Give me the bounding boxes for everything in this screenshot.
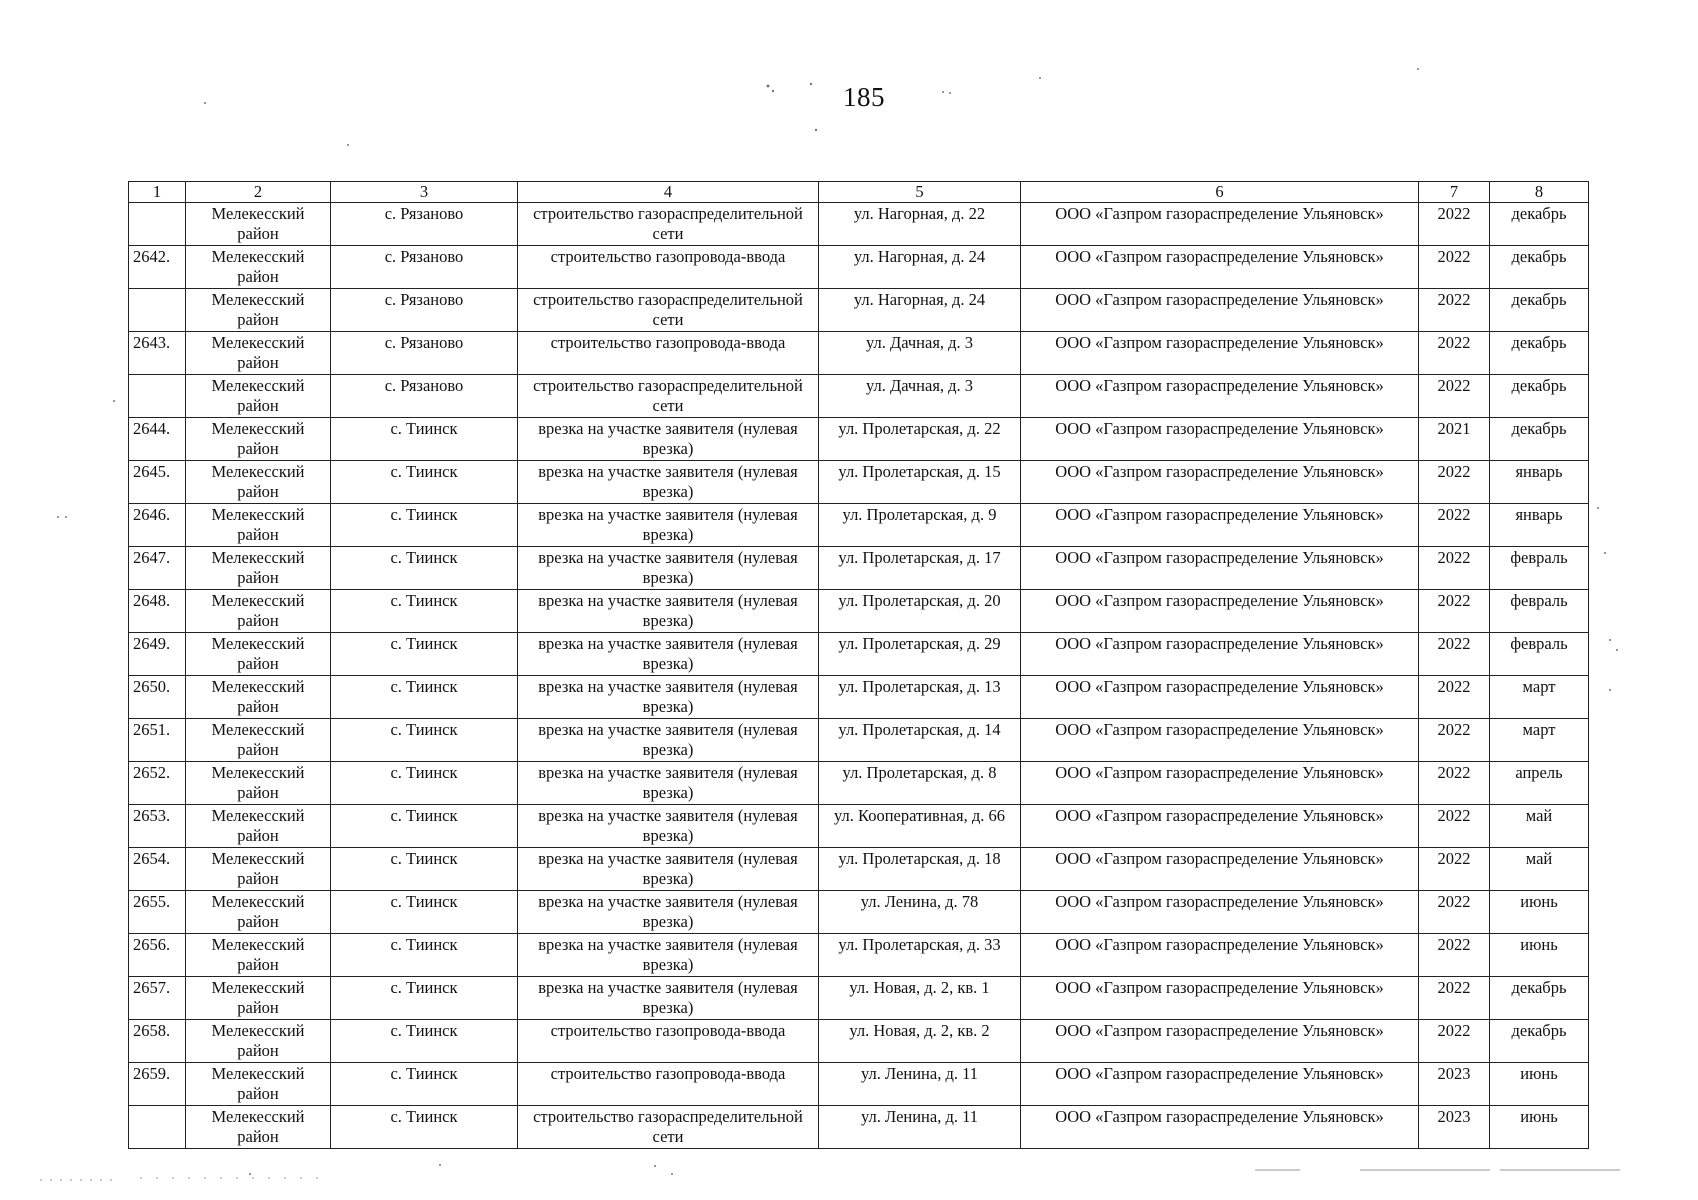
work-type-cell: строительство газораспределительной сети <box>518 203 819 246</box>
table-row <box>129 332 1589 375</box>
row-number: 2644. <box>129 418 186 461</box>
work-type-cell: врезка на участке заявителя (нулевая врезка) <box>518 891 819 934</box>
district-cell: Мелекесский район <box>186 762 331 805</box>
district-cell: Мелекесский район <box>186 590 331 633</box>
organization-cell: ООО «Газпром газораспределение Ульяновск» <box>1021 762 1419 805</box>
table-row <box>129 934 1589 977</box>
district-cell: Мелекесский район <box>186 289 331 332</box>
settlement-cell: с. Рязаново <box>331 289 518 332</box>
district-cell: Мелекесский район <box>186 1020 331 1063</box>
settlement-cell: с. Рязаново <box>331 246 518 289</box>
table-row <box>129 418 1589 461</box>
address-cell: ул. Пролетарская, д. 33 <box>819 934 1021 977</box>
table-row <box>129 805 1589 848</box>
district-cell: Мелекесский район <box>186 246 331 289</box>
address-cell: ул. Пролетарская, д. 13 <box>819 676 1021 719</box>
year-cell: 2022 <box>1419 203 1490 246</box>
settlement-cell: с. Тиинск <box>331 1106 518 1149</box>
column-header-2: 2 <box>186 182 331 203</box>
table-row <box>129 1020 1589 1063</box>
table-body <box>129 203 1589 1149</box>
month-cell: декабрь <box>1490 203 1589 246</box>
settlement-cell: с. Рязаново <box>331 203 518 246</box>
organization-cell: ООО «Газпром газораспределение Ульяновск» <box>1021 1020 1419 1063</box>
table-row <box>129 375 1589 418</box>
row-number: 2651. <box>129 719 186 762</box>
address-cell: ул. Пролетарская, д. 22 <box>819 418 1021 461</box>
address-cell: ул. Ленина, д. 11 <box>819 1106 1021 1149</box>
address-cell: ул. Пролетарская, д. 18 <box>819 848 1021 891</box>
row-number: 2652. <box>129 762 186 805</box>
row-number <box>129 289 186 332</box>
month-cell: март <box>1490 719 1589 762</box>
row-number <box>129 203 186 246</box>
settlement-cell: с. Тиинск <box>331 633 518 676</box>
year-cell: 2022 <box>1419 375 1490 418</box>
settlement-cell: с. Тиинск <box>331 504 518 547</box>
table-row <box>129 1063 1589 1106</box>
organization-cell: ООО «Газпром газораспределение Ульяновск» <box>1021 805 1419 848</box>
settlement-cell: с. Тиинск <box>331 461 518 504</box>
month-cell: февраль <box>1490 547 1589 590</box>
organization-cell: ООО «Газпром газораспределение Ульяновск» <box>1021 203 1419 246</box>
work-type-cell: строительство газопровода-ввода <box>518 1020 819 1063</box>
row-number <box>129 1106 186 1149</box>
organization-cell: ООО «Газпром газораспределение Ульяновск» <box>1021 504 1419 547</box>
month-cell: декабрь <box>1490 1020 1589 1063</box>
work-type-cell: врезка на участке заявителя (нулевая врезка) <box>518 461 819 504</box>
row-number: 2647. <box>129 547 186 590</box>
year-cell: 2022 <box>1419 805 1490 848</box>
column-header-8: 8 <box>1490 182 1589 203</box>
month-cell: апрель <box>1490 762 1589 805</box>
work-type-cell: строительство газопровода-ввода <box>518 1063 819 1106</box>
organization-cell: ООО «Газпром газораспределение Ульяновск» <box>1021 375 1419 418</box>
column-header-1: 1 <box>129 182 186 203</box>
settlement-cell: с. Тиинск <box>331 676 518 719</box>
column-header-3: 3 <box>331 182 518 203</box>
organization-cell: ООО «Газпром газораспределение Ульяновск» <box>1021 547 1419 590</box>
address-cell: ул. Новая, д. 2, кв. 2 <box>819 1020 1021 1063</box>
row-number: 2655. <box>129 891 186 934</box>
row-number: 2649. <box>129 633 186 676</box>
address-cell: ул. Пролетарская, д. 29 <box>819 633 1021 676</box>
settlement-cell: с. Тиинск <box>331 977 518 1020</box>
settlement-cell: с. Тиинск <box>331 1020 518 1063</box>
month-cell: декабрь <box>1490 977 1589 1020</box>
table-row <box>129 547 1589 590</box>
organization-cell: ООО «Газпром газораспределение Ульяновск» <box>1021 977 1419 1020</box>
table-row <box>129 848 1589 891</box>
address-cell: ул. Пролетарская, д. 9 <box>819 504 1021 547</box>
work-type-cell: строительство газопровода-ввода <box>518 246 819 289</box>
work-type-cell: врезка на участке заявителя (нулевая врезка) <box>518 805 819 848</box>
address-cell: ул. Нагорная, д. 24 <box>819 289 1021 332</box>
row-number: 2658. <box>129 1020 186 1063</box>
work-type-cell: врезка на участке заявителя (нулевая врезка) <box>518 418 819 461</box>
work-type-cell: врезка на участке заявителя (нулевая врезка) <box>518 848 819 891</box>
year-cell: 2022 <box>1419 633 1490 676</box>
row-number: 2659. <box>129 1063 186 1106</box>
district-cell: Мелекесский район <box>186 504 331 547</box>
address-cell: ул. Пролетарская, д. 20 <box>819 590 1021 633</box>
organization-cell: ООО «Газпром газораспределение Ульяновск» <box>1021 633 1419 676</box>
row-number: 2645. <box>129 461 186 504</box>
row-number: 2650. <box>129 676 186 719</box>
year-cell: 2021 <box>1419 418 1490 461</box>
year-cell: 2022 <box>1419 977 1490 1020</box>
work-type-cell: врезка на участке заявителя (нулевая врезка) <box>518 762 819 805</box>
row-number: 2657. <box>129 977 186 1020</box>
month-cell: февраль <box>1490 590 1589 633</box>
row-number: 2648. <box>129 590 186 633</box>
row-number: 2654. <box>129 848 186 891</box>
table-row <box>129 203 1589 246</box>
month-cell: май <box>1490 805 1589 848</box>
table-row <box>129 977 1589 1020</box>
work-type-cell: врезка на участке заявителя (нулевая врезка) <box>518 547 819 590</box>
table-row <box>129 246 1589 289</box>
district-cell: Мелекесский район <box>186 977 331 1020</box>
work-type-cell: врезка на участке заявителя (нулевая врезка) <box>518 590 819 633</box>
organization-cell: ООО «Газпром газораспределение Ульяновск» <box>1021 332 1419 375</box>
district-cell: Мелекесский район <box>186 848 331 891</box>
month-cell: январь <box>1490 461 1589 504</box>
month-cell: март <box>1490 676 1589 719</box>
organization-cell: ООО «Газпром газораспределение Ульяновск» <box>1021 891 1419 934</box>
year-cell: 2022 <box>1419 461 1490 504</box>
row-number: 2646. <box>129 504 186 547</box>
table-row <box>129 289 1589 332</box>
month-cell: июнь <box>1490 1063 1589 1106</box>
address-cell: ул. Ленина, д. 78 <box>819 891 1021 934</box>
month-cell: декабрь <box>1490 418 1589 461</box>
settlement-cell: с. Тиинск <box>331 547 518 590</box>
district-cell: Мелекесский район <box>186 375 331 418</box>
district-cell: Мелекесский район <box>186 676 331 719</box>
district-cell: Мелекесский район <box>186 891 331 934</box>
settlement-cell: с. Рязаново <box>331 332 518 375</box>
column-header-6: 6 <box>1021 182 1419 203</box>
work-type-cell: врезка на участке заявителя (нулевая врезка) <box>518 719 819 762</box>
year-cell: 2022 <box>1419 289 1490 332</box>
organization-cell: ООО «Газпром газораспределение Ульяновск» <box>1021 289 1419 332</box>
row-number: 2642. <box>129 246 186 289</box>
month-cell: декабрь <box>1490 246 1589 289</box>
header-row <box>129 182 1589 203</box>
address-cell: ул. Нагорная, д. 24 <box>819 246 1021 289</box>
organization-cell: ООО «Газпром газораспределение Ульяновск» <box>1021 848 1419 891</box>
organization-cell: ООО «Газпром газораспределение Ульяновск» <box>1021 590 1419 633</box>
table-row <box>129 1106 1589 1149</box>
year-cell: 2022 <box>1419 504 1490 547</box>
address-cell: ул. Пролетарская, д. 15 <box>819 461 1021 504</box>
month-cell: июнь <box>1490 934 1589 977</box>
settlement-cell: с. Рязаново <box>331 375 518 418</box>
organization-cell: ООО «Газпром газораспределение Ульяновск» <box>1021 461 1419 504</box>
work-type-cell: врезка на участке заявителя (нулевая врезка) <box>518 633 819 676</box>
address-cell: ул. Пролетарская, д. 17 <box>819 547 1021 590</box>
organization-cell: ООО «Газпром газораспределение Ульяновск» <box>1021 1106 1419 1149</box>
column-header-4: 4 <box>518 182 819 203</box>
address-cell: ул. Ленина, д. 11 <box>819 1063 1021 1106</box>
settlement-cell: с. Тиинск <box>331 891 518 934</box>
work-type-cell: врезка на участке заявителя (нулевая врезка) <box>518 934 819 977</box>
work-type-cell: строительство газораспределительной сети <box>518 1106 819 1149</box>
year-cell: 2022 <box>1419 848 1490 891</box>
work-type-cell: строительство газораспределительной сети <box>518 375 819 418</box>
year-cell: 2023 <box>1419 1063 1490 1106</box>
year-cell: 2022 <box>1419 246 1490 289</box>
settlement-cell: с. Тиинск <box>331 719 518 762</box>
address-cell: ул. Пролетарская, д. 8 <box>819 762 1021 805</box>
table-row <box>129 676 1589 719</box>
organization-cell: ООО «Газпром газораспределение Ульяновск» <box>1021 719 1419 762</box>
district-cell: Мелекесский район <box>186 719 331 762</box>
year-cell: 2022 <box>1419 676 1490 719</box>
settlement-cell: с. Тиинск <box>331 805 518 848</box>
table-row <box>129 762 1589 805</box>
month-cell: декабрь <box>1490 332 1589 375</box>
page-number: 185 <box>843 82 885 112</box>
table-row <box>129 461 1589 504</box>
settlement-cell: с. Тиинск <box>331 1063 518 1106</box>
work-type-cell: строительство газораспределительной сети <box>518 289 819 332</box>
district-cell: Мелекесский район <box>186 633 331 676</box>
table-row <box>129 891 1589 934</box>
address-cell: ул. Новая, д. 2, кв. 1 <box>819 977 1021 1020</box>
district-cell: Мелекесский район <box>186 1106 331 1149</box>
district-cell: Мелекесский район <box>186 934 331 977</box>
month-cell: январь <box>1490 504 1589 547</box>
row-number: 2656. <box>129 934 186 977</box>
district-cell: Мелекесский район <box>186 418 331 461</box>
settlement-cell: с. Тиинск <box>331 848 518 891</box>
settlement-cell: с. Тиинск <box>331 590 518 633</box>
month-cell: июнь <box>1490 891 1589 934</box>
address-cell: ул. Кооперативная, д. 66 <box>819 805 1021 848</box>
work-type-cell: врезка на участке заявителя (нулевая врезка) <box>518 977 819 1020</box>
district-cell: Мелекесский район <box>186 547 331 590</box>
table-row <box>129 504 1589 547</box>
table-row <box>129 590 1589 633</box>
year-cell: 2022 <box>1419 332 1490 375</box>
district-cell: Мелекесский район <box>186 203 331 246</box>
settlement-cell: с. Тиинск <box>331 762 518 805</box>
district-cell: Мелекесский район <box>186 1063 331 1106</box>
column-header-7: 7 <box>1419 182 1490 203</box>
row-number <box>129 375 186 418</box>
column-header-5: 5 <box>819 182 1021 203</box>
organization-cell: ООО «Газпром газораспределение Ульяновск» <box>1021 1063 1419 1106</box>
address-cell: ул. Пролетарская, д. 14 <box>819 719 1021 762</box>
year-cell: 2022 <box>1419 891 1490 934</box>
organization-cell: ООО «Газпром газораспределение Ульяновск» <box>1021 418 1419 461</box>
year-cell: 2022 <box>1419 762 1490 805</box>
work-type-cell: врезка на участке заявителя (нулевая врезка) <box>518 676 819 719</box>
address-cell: ул. Дачная, д. 3 <box>819 332 1021 375</box>
district-cell: Мелекесский район <box>186 805 331 848</box>
month-cell: февраль <box>1490 633 1589 676</box>
row-number: 2643. <box>129 332 186 375</box>
address-cell: ул. Дачная, д. 3 <box>819 375 1021 418</box>
month-cell: июнь <box>1490 1106 1589 1149</box>
month-cell: декабрь <box>1490 289 1589 332</box>
year-cell: 2022 <box>1419 590 1490 633</box>
year-cell: 2022 <box>1419 547 1490 590</box>
month-cell: декабрь <box>1490 375 1589 418</box>
work-type-cell: строительство газопровода-ввода <box>518 332 819 375</box>
work-type-cell: врезка на участке заявителя (нулевая врезка) <box>518 504 819 547</box>
organization-cell: ООО «Газпром газораспределение Ульяновск» <box>1021 934 1419 977</box>
row-number: 2653. <box>129 805 186 848</box>
address-cell: ул. Нагорная, д. 22 <box>819 203 1021 246</box>
district-cell: Мелекесский район <box>186 332 331 375</box>
settlement-cell: с. Тиинск <box>331 418 518 461</box>
organization-cell: ООО «Газпром газораспределение Ульяновск» <box>1021 676 1419 719</box>
district-cell: Мелекесский район <box>186 461 331 504</box>
year-cell: 2022 <box>1419 719 1490 762</box>
gasification-schedule-table <box>128 181 1589 1149</box>
year-cell: 2022 <box>1419 1020 1490 1063</box>
year-cell: 2022 <box>1419 934 1490 977</box>
settlement-cell: с. Тиинск <box>331 934 518 977</box>
month-cell: май <box>1490 848 1589 891</box>
table-row <box>129 633 1589 676</box>
table-row <box>129 719 1589 762</box>
organization-cell: ООО «Газпром газораспределение Ульяновск» <box>1021 246 1419 289</box>
year-cell: 2023 <box>1419 1106 1490 1149</box>
